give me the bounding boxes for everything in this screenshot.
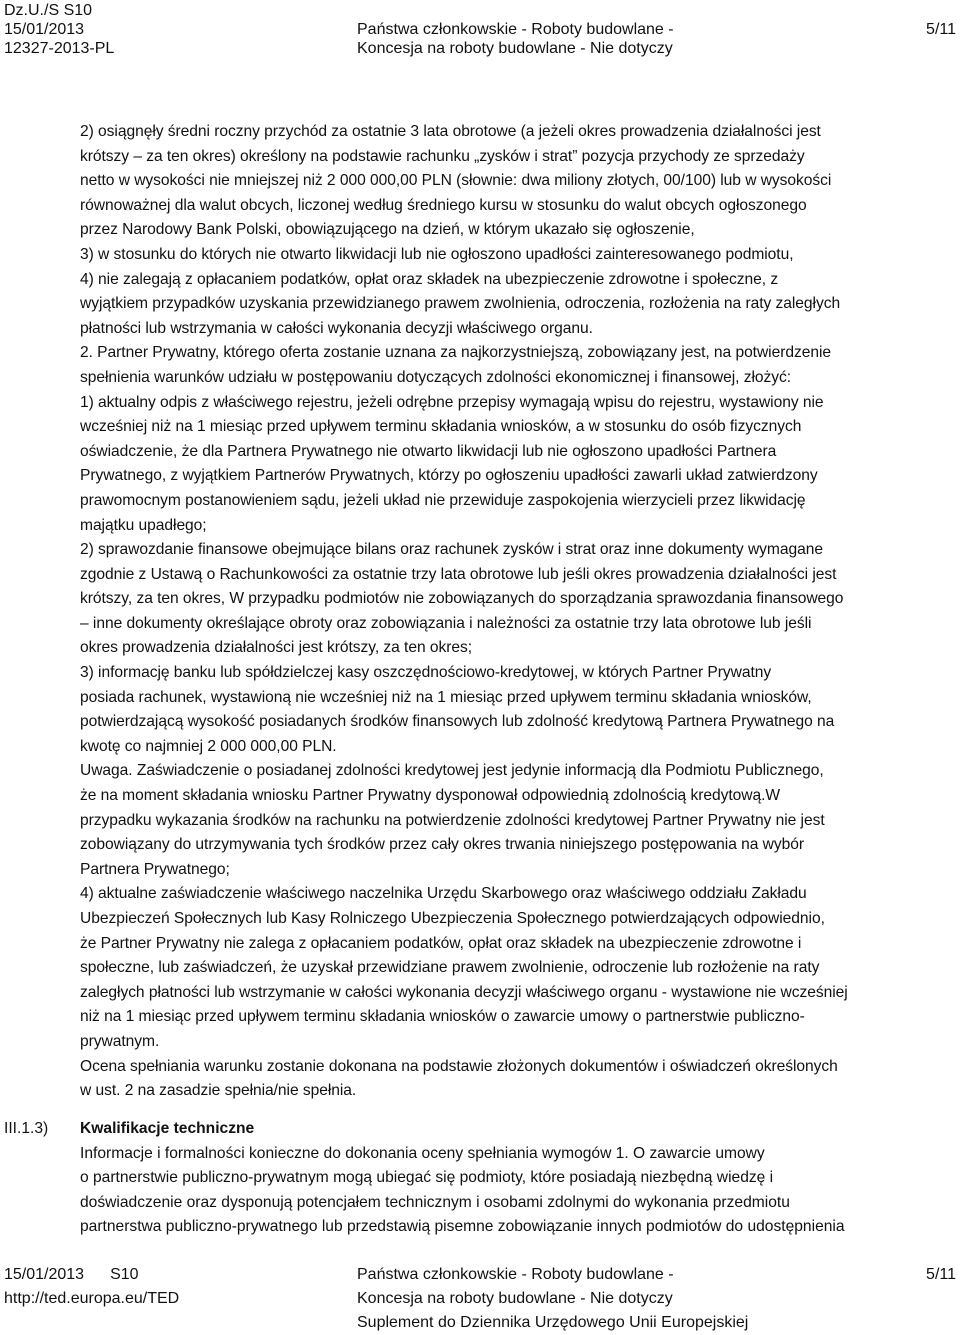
header-left bbox=[4, 1, 114, 58]
header-page-number: 5/11 bbox=[926, 21, 956, 38]
body-line: przypadku wykazania środków na rachunku na potwierdzenie zdolności kredytowej Partner Prywatny nie jest bbox=[80, 811, 825, 829]
journal-reference: Dz.U./S S10 bbox=[4, 2, 93, 19]
section-text bbox=[80, 1142, 956, 1240]
footer-page-number: 5/11 bbox=[926, 1266, 956, 1283]
body-line: wyjątkiem przypadków uzyskania przewidzianego prawem zwolnienia, odroczenia, rozłożenia na raty zaległych bbox=[80, 295, 841, 313]
footer-series: S10 bbox=[110, 1266, 139, 1283]
header-category-line1: Państwa członkowskie - Roboty budowlane - bbox=[357, 21, 674, 38]
footer-date-line bbox=[4, 1263, 179, 1287]
body-line: że na moment składania wniosku Partner Prywatny dysponował odpowiednią zdolnością kredytową.W bbox=[80, 787, 781, 805]
body-line: oświadczenie, że dla Partnera Prywatnego nie otwarto likwidacji lub nie ogłoszono upadłości Partnera bbox=[80, 442, 777, 460]
section-technical-qualifications bbox=[80, 1117, 956, 1240]
body-line: 2. Partner Prywatny, którego oferta zostanie uznana za najkorzystniejszą, zobowiązany jest, na potwierdzenie bbox=[80, 344, 832, 362]
footer-category-line1: Państwa członkowskie - Roboty budowlane - bbox=[357, 1266, 674, 1283]
body-line: prywatnym. bbox=[80, 1032, 160, 1050]
body-line: Ocena spełniania warunku zostanie dokonana na podstawie złożonych dokumentów i oświadczeń określonych bbox=[80, 1057, 838, 1075]
body-line: kwotę co najmniej 2 000 000,00 PLN. bbox=[80, 737, 337, 755]
section-number: III.1.3) bbox=[4, 1120, 49, 1137]
body-line: netto w wysokości nie mniejszej niż 2 000 000,00 PLN (słownie: dwa miliony złotych, 00/100) lub w wysokości bbox=[80, 172, 832, 190]
section-line: o partnerstwie publiczno-prywatnym mogą ubiegać się podmioty, które posiadają niezbędną wiedzę i bbox=[80, 1169, 774, 1187]
body-line: spełnienia warunków udziału w postępowaniu dotyczących zdolności ekonomicznej i finansowej, złożyć: bbox=[80, 368, 792, 386]
section-title: Kwalifikacje techniczne bbox=[80, 1120, 255, 1137]
body-line: Partnera Prywatnego; bbox=[80, 860, 230, 878]
body-line: krótszy – za ten okres) określony na podstawie rachunku „zysków i strat” pozycja przychody ze sprzedaży bbox=[80, 147, 805, 165]
body-line: Prywatnego, z wyjątkiem Partnerów Prywatnych, którzy po ogłoszeniu upadłości zawarli układ zatwierdzony bbox=[80, 467, 818, 485]
body-line: wcześniej niż na 1 miesiąc przed upływem terminu składania wniosków, a w stosunku do osób fizycznych bbox=[80, 418, 802, 436]
body-line: 3) w stosunku do których nie otwarto likwidacji lub nie ogłoszono upadłości zainteresowanego podmiotu, bbox=[80, 245, 794, 263]
footer-category-line2: Koncesja na roboty budowlane - Nie dotyczy bbox=[357, 1290, 673, 1307]
body-line: Uwaga. Zaświadczenie o posiadanej zdolności kredytowej jest jedynie informacją dla Podmiotu Publicznego, bbox=[80, 762, 824, 780]
body-line: 3) informację banku lub spółdzielczej kasy oszczędnościowo-kredytowej, w których Partner Prywatny bbox=[80, 664, 772, 682]
notice-number: 12327-2013-PL bbox=[4, 40, 115, 57]
body-line: posiada rachunek, wystawioną nie wcześniej niż na 1 miesiąc przed upływem terminu składania wniosków, bbox=[80, 688, 812, 706]
document-body bbox=[80, 120, 956, 1104]
body-line: Ubezpieczeń Społecznych lub Kasy Rolniczego Ubezpieczenia Społecznego potwierdzających odpowiednio, bbox=[80, 910, 825, 927]
body-line: 1) aktualny odpis z właściwego rejestru, jeżeli odrębne przepisy wymagają wpisu do rejestru, wystawiony nie bbox=[80, 393, 824, 411]
body-line: majątku upadłego; bbox=[80, 516, 207, 534]
body-line: 2) sprawozdanie finansowe obejmujące bilans oraz rachunek zysków i strat oraz inne dokumenty wymagane bbox=[80, 541, 823, 559]
body-line: okres prowadzenia działalności jest krótszy, za ten okres; bbox=[80, 639, 473, 657]
header-center bbox=[357, 20, 674, 58]
body-line: 4) aktualne zaświadczenie właściwego naczelnika Urzędu Skarbowego oraz właściwego oddziału Zakładu bbox=[80, 885, 807, 903]
header-category-line2: Koncesja na roboty budowlane - Nie dotyczy bbox=[357, 40, 673, 57]
body-line: przez Narodowy Bank Polski, obowiązującego na dzień, w którym ukazało się ogłoszenie, bbox=[80, 221, 695, 239]
footer-url[interactable]: http://ted.europa.eu/TED bbox=[4, 1290, 180, 1307]
body-line: zgodnie z Ustawą o Rachunkowości za ostatnie trzy lata obrotowe lub jeśli okres prowadzenia działalności jest bbox=[80, 565, 837, 583]
body-line: płatności lub wstrzymania w całości wykonania decyzji właściwego organu. bbox=[80, 319, 593, 337]
body-line: równoważnej dla walut obcych, liczonej według średniego kursu w stosunku do walut obcych ogłoszonego bbox=[80, 196, 807, 214]
header-date: 15/01/2013 bbox=[4, 21, 85, 38]
body-line: w ust. 2 na zasadzie spełnia/nie spełnia. bbox=[80, 1082, 357, 1100]
body-line: potwierdzającą wysokość posiadanych środków finansowych lub zdolność kredytową Partnera Prywatnego na bbox=[80, 713, 835, 731]
footer-left bbox=[4, 1263, 179, 1311]
section-line: doświadczenie oraz dysponują potencjałem technicznym i osobami zdolnymi do wykonania przedmiotu bbox=[80, 1193, 790, 1211]
footer-date: 15/01/2013 bbox=[4, 1266, 85, 1283]
footer-supplement-title: Suplement do Dziennika Urzędowego Unii Europejskiej bbox=[357, 1314, 749, 1331]
footer-center bbox=[357, 1263, 748, 1335]
body-line: – inne dokumenty określające obroty oraz zobowiązania i należności za ostatnie trzy lata obrotowe lub jeśli bbox=[80, 614, 812, 632]
body-line: że Partner Prywatny nie zalega z opłacaniem podatków, opłat oraz składek na ubezpieczenie zdrowotne i bbox=[80, 934, 802, 952]
section-line: Informacje i formalności konieczne do dokonania oceny spełniania wymogów 1. O zawarcie umowy bbox=[80, 1144, 765, 1162]
body-line: 2) osiągnęły średni roczny przychód za ostatnie 3 lata obrotowe (a jeżeli okres prowadzenia działalności jest bbox=[80, 123, 821, 140]
body-line: prawomocnym postanowieniem sądu, jeżeli układ nie przewiduje zaspokojenia wierzycieli przez likwidację bbox=[80, 491, 806, 509]
body-line: zaległych płatności lub wstrzymanie w całości wykonania decyzji właściwego organu - wystawione nie wcześniej bbox=[80, 983, 848, 1001]
body-line: 4) nie zalegają z opłacaniem podatków, opłat oraz składek na ubezpieczenie zdrowotne i społeczne, z bbox=[80, 270, 779, 288]
body-line: społeczne, lub zaświadczeń, że uzyskał przewidziane prawem zwolnienie, odroczenie lub rozłożenie na raty bbox=[80, 959, 820, 977]
body-line: niż na 1 miesiąc przed upływem terminu składania wniosków o zawarcie umowy o partnerstwie publiczno- bbox=[80, 1008, 805, 1026]
body-line: krótszy, za ten okres, W przypadku podmiotów nie zobowiązanych do sporządzania sprawozdania finansowego bbox=[80, 590, 844, 608]
section-line: partnerstwa publiczno-prywatnego lub przedstawią pisemne zobowiązanie innych podmiotów do udostępnienia bbox=[80, 1218, 845, 1236]
body-line: zobowiązany do utrzymywania tych środków przez cały okres trwania niniejszego postępowania na wybór bbox=[80, 836, 804, 854]
